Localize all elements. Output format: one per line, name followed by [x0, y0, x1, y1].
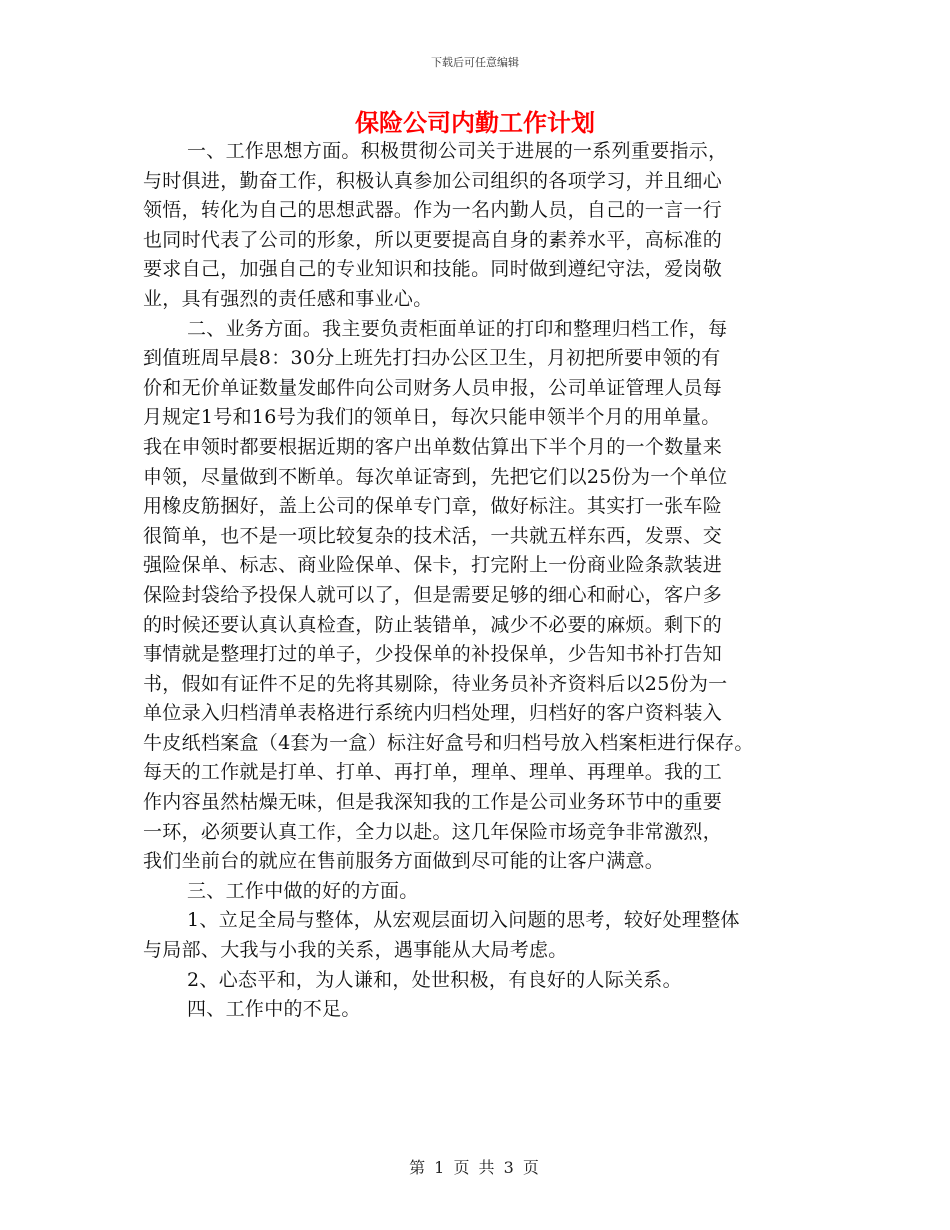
body-line: 作内容虽然枯燥无味，但是我深知我的工作是公司业务环节中的重要 [143, 791, 723, 814]
body-line: 也同时代表了公司的形象，所以更要提高自身的素养水平，高标准的 [143, 228, 723, 251]
body-line: 申领，尽量做到不断单。每次单证寄到，先把它们以25份为一个单位 [143, 465, 728, 488]
body-line: 四、工作中的不足。 [187, 998, 361, 1021]
body-line: 领悟，转化为自己的思想武器。作为一名内勤人员，自己的一言一行 [143, 199, 723, 222]
body-line: 与局部、大我与小我的关系，遇事能从大局考虑。 [143, 939, 568, 962]
document-title: 保险公司内勤工作计划 [355, 108, 595, 137]
body-line: 1、立足全局与整体，从宏观层面切入问题的思考，较好处理整体 [187, 909, 740, 932]
page-footer: 第 1 页 共 3 页 [409, 1158, 541, 1177]
document-body [143, 137, 843, 1025]
header-note: 下载后可任意编辑 [431, 56, 519, 69]
body-line: 二、业务方面。我主要负责柜面单证的打印和整理归档工作，每 [187, 317, 728, 340]
body-line: 与时俱进，勤奋工作，积极认真参加公司组织的各项学习，并且细心 [143, 169, 723, 192]
body-line: 我们坐前台的就应在售前服务方面做到尽可能的让客户满意。 [143, 850, 665, 873]
body-line: 价和无价单证数量发邮件向公司财务人员申报，公司单证管理人员每 [143, 376, 723, 399]
body-line: 三、工作中做的好的方面。 [187, 879, 419, 902]
body-line: 我在申领时都要根据近期的客户出单数估算出下半个月的一个数量来 [143, 435, 723, 458]
body-line: 单位录入归档清单表格进行系统内归档处理，归档好的客户资料装入 [143, 702, 723, 725]
body-line: 一、工作思想方面。积极贯彻公司关于进展的一系列重要指示， [187, 140, 728, 162]
body-line: 书，假如有证件不足的先将其剔除，待业务员补齐资料后以25份为一 [143, 672, 728, 695]
body-line: 强险保单、标志、商业险保单、保卡，打完附上一份商业险条款装进 [143, 554, 723, 577]
body-line: 月规定1号和16号为我们的领单日，每次只能申领半个月的用单量。 [143, 406, 721, 429]
body-line: 一环，必须要认真工作，全力以赴。这几年保险市场竞争非常激烈， [143, 820, 723, 843]
body-line: 业，具有强烈的责任感和事业心。 [143, 287, 433, 310]
body-line: 到值班周早晨8：30分上班先打扫办公区卫生，月初把所要申领的有 [143, 347, 721, 370]
body-line: 保险封袋给予投保人就可以了，但是需要足够的细心和耐心，客户多 [143, 583, 723, 606]
body-line: 事情就是整理打过的单子，少投保单的补投保单，少告知书补打告知 [143, 643, 723, 666]
body-line: 要求自己，加强自己的专业知识和技能。同时做到遵纪守法，爱岗敬 [143, 258, 723, 281]
body-line: 用橡皮筋捆好，盖上公司的保单专门章，做好标注。其实打一张车险 [143, 495, 723, 518]
body-line: 2、心态平和，为人谦和，处世积极，有良好的人际关系。 [187, 968, 682, 991]
body-line: 很简单，也不是一项比较复杂的技术活，一共就五样东西，发票、交 [143, 524, 723, 547]
body-line: 的时候还要认真认真检查，防止装错单，减少不必要的麻烦。剩下的 [143, 613, 723, 636]
body-line: 牛皮纸档案盒（4套为一盒）标注好盒号和归档号放入档案柜进行保存。 [143, 731, 754, 754]
body-line: 每天的工作就是打单、打单、再打单，理单、理单、再理单。我的工 [143, 761, 723, 784]
